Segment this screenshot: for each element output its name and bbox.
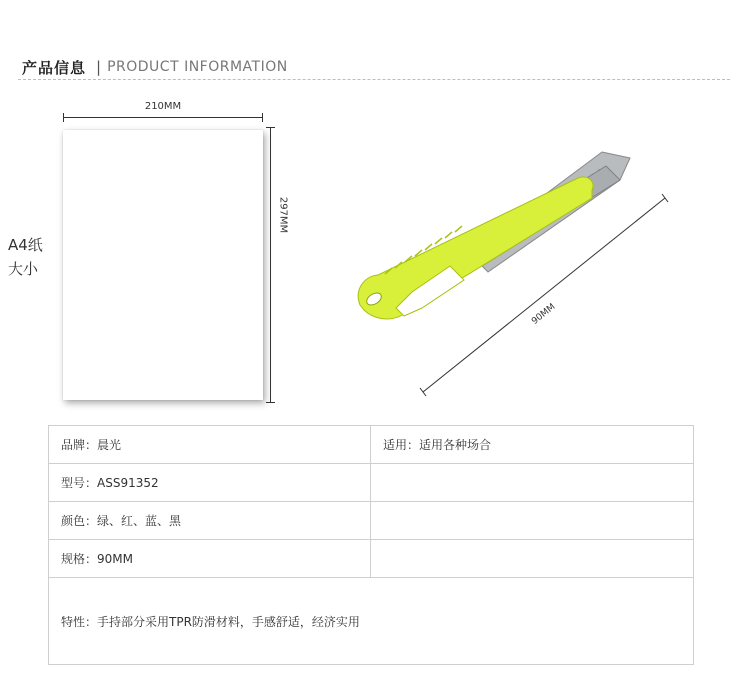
knife-body	[358, 177, 593, 319]
spec-size: 规格：90MM	[49, 540, 371, 578]
a4-size-label	[8, 233, 43, 281]
table-row	[49, 540, 694, 578]
section-title-cn: 产品信息	[22, 58, 87, 77]
table-row	[49, 426, 694, 464]
spec-model: 型号：ASS91352	[49, 464, 371, 502]
knife-length-tick-start	[420, 388, 426, 396]
spec-usage: 适用：适用各种场合	[371, 426, 694, 464]
spec-empty-cell	[371, 540, 694, 578]
title-separator: |	[96, 58, 102, 76]
paper-height-dimension-line	[270, 127, 271, 403]
spec-empty-cell	[371, 502, 694, 540]
spec-empty-cell	[371, 464, 694, 502]
a4-label-line2: 大小	[8, 260, 39, 278]
table-row	[49, 502, 694, 540]
section-title-en: PRODUCT INFORMATION	[107, 59, 288, 75]
section-header	[22, 55, 288, 79]
table-row	[49, 464, 694, 502]
paper-width-label: 210MM	[144, 101, 182, 112]
spec-brand: 品牌：晨光	[49, 426, 371, 464]
table-row	[49, 578, 694, 665]
knife-length-tick-end	[662, 194, 668, 202]
header-divider	[18, 79, 730, 80]
spec-color: 颜色：绿、红、蓝、黑	[49, 502, 371, 540]
spec-table	[48, 425, 694, 665]
utility-knife-illustration	[340, 140, 680, 400]
paper-height-label: 297MM	[277, 196, 289, 234]
a4-paper	[63, 130, 263, 400]
spec-feature: 特性：手持部分采用TPR防滑材料，手感舒适，经济实用	[49, 578, 694, 665]
knife-length-label: 90MM	[530, 302, 558, 327]
a4-label-line1: A4纸	[8, 236, 43, 254]
paper-width-dimension-line	[63, 117, 263, 118]
